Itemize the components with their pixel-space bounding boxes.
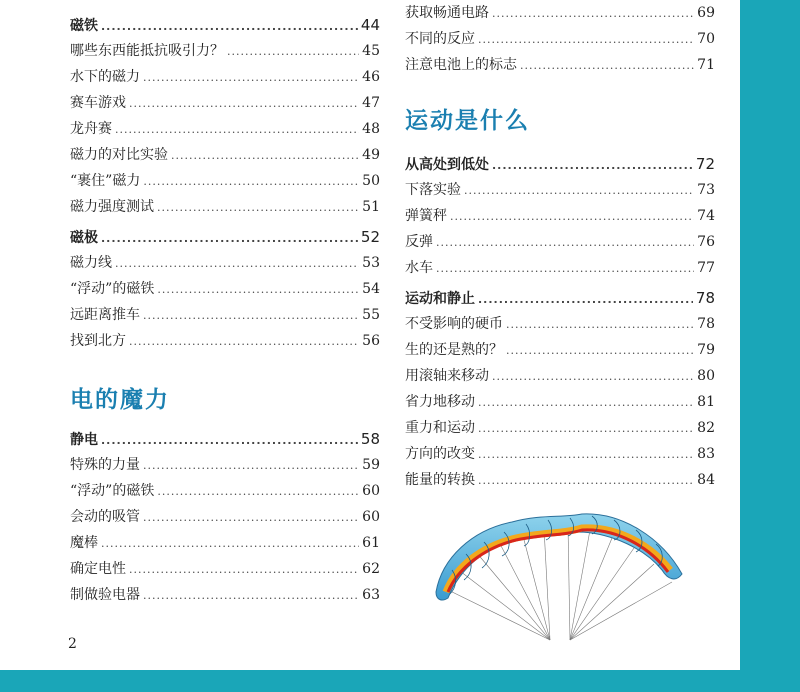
toc-heading[interactable]: 磁极 ..... 52 [70,224,380,250]
toc-entry[interactable]: 找到北方 ..... 56 [70,328,380,354]
toc-entry[interactable]: “浮动”的磁铁 ..... 60 [70,478,380,504]
toc-entry[interactable]: 水下的磁力 ..... 46 [70,64,380,90]
dot-leader [115,251,359,277]
dot-leader [143,453,359,479]
dot-leader [129,329,359,355]
toc-entry[interactable]: 魔棒 ..... 61 [70,530,380,556]
dot-leader [129,91,359,117]
parachute-illustration [432,508,688,642]
toc-entry[interactable]: 确定电性 ..... 62 [70,556,380,582]
teal-side-band [740,0,800,692]
toc-entry[interactable]: 反弹 ..... 76 [405,229,715,255]
toc-entry[interactable]: 生的还是熟的？ ..... 79 [405,337,715,363]
teal-bottom-band [0,670,800,692]
dot-leader [157,195,359,221]
dot-leader [157,277,359,303]
toc-group-circuits [405,0,715,78]
toc-entry[interactable]: 磁力线 ..... 53 [70,250,380,276]
dot-leader [478,287,693,313]
dot-leader [101,14,358,40]
toc-entry[interactable]: 磁力强度测试 ..... 51 [70,194,380,220]
toc-entry[interactable]: 方向的改变 ..... 83 [405,441,715,467]
toc-group-electricity [70,426,380,608]
toc-entry[interactable]: 制做验电器 ..... 63 [70,582,380,608]
page-number: 2 [68,636,77,652]
toc-heading[interactable]: 磁铁 ..... 44 [70,12,380,38]
toc-heading[interactable]: 从高处到低处 ..... 72 [405,151,715,177]
toc-entry[interactable]: 会动的吸管 ..... 60 [70,504,380,530]
dot-leader [101,428,358,454]
toc-entry[interactable]: 水车 ..... 77 [405,255,715,281]
dot-leader [129,557,359,583]
dot-leader [171,143,359,169]
dot-leader [478,27,694,53]
toc-left-column [70,8,380,608]
toc-entry[interactable]: 下落实验 ..... 73 [405,177,715,203]
dot-leader [520,53,694,79]
dot-leader [157,479,359,505]
dot-leader [143,583,359,609]
toc-entry[interactable]: 获取畅通电路 ..... 69 [405,0,715,26]
dot-leader [492,1,694,27]
section-title-electricity: 电的魔力 [70,386,170,413]
dot-leader [492,153,693,179]
dot-leader [478,390,694,416]
toc-group-motion [405,151,715,493]
dot-leader [143,169,359,195]
toc-entry[interactable]: 不同的反应 ..... 70 [405,26,715,52]
toc-entry[interactable]: 磁力的对比实验 ..... 49 [70,142,380,168]
toc-entry[interactable]: 龙舟赛 ..... 48 [70,116,380,142]
toc-entry[interactable]: 注意电池上的标志 ..... 71 [405,52,715,78]
dot-leader [464,178,694,204]
dot-leader [450,204,694,230]
toc-group-magnets [70,12,380,354]
dot-leader [143,303,359,329]
dot-leader [436,230,694,256]
dot-leader [478,416,694,442]
toc-heading[interactable]: 静电 ..... 58 [70,426,380,452]
dot-leader [478,468,694,494]
toc-heading[interactable]: 运动和静止 ..... 78 [405,285,715,311]
toc-entry[interactable]: 不受影响的硬币 ..... 78 [405,311,715,337]
dot-leader [506,312,694,338]
toc-entry[interactable]: 远距离推车 ..... 55 [70,302,380,328]
dot-leader [492,364,694,390]
dot-leader [143,65,359,91]
dot-leader [115,117,359,143]
dot-leader [101,226,358,252]
toc-right-column [405,0,715,493]
toc-entry[interactable]: 省力地移动 ..... 81 [405,389,715,415]
dot-leader [227,39,359,65]
toc-entry[interactable]: 赛车游戏 ..... 47 [70,90,380,116]
toc-entry[interactable]: 特殊的力量 ..... 59 [70,452,380,478]
dot-leader [478,442,694,468]
toc-entry[interactable]: 重力和运动 ..... 82 [405,415,715,441]
toc-entry[interactable]: 弹簧秤 ..... 74 [405,203,715,229]
toc-entry[interactable]: “裹住”磁力 ..... 50 [70,168,380,194]
dot-leader [506,338,694,364]
toc-entry[interactable]: 哪些东西能抵抗吸引力？ ..... 45 [70,38,380,64]
section-title-motion: 运动是什么 [405,107,530,134]
dot-leader [101,531,359,557]
dot-leader [436,256,694,282]
toc-entry[interactable]: “浮动”的磁铁 ..... 54 [70,276,380,302]
toc-entry[interactable]: 用滚轴来移动 ..... 80 [405,363,715,389]
dot-leader [143,505,359,531]
toc-entry[interactable]: 能量的转换 ..... 84 [405,467,715,493]
